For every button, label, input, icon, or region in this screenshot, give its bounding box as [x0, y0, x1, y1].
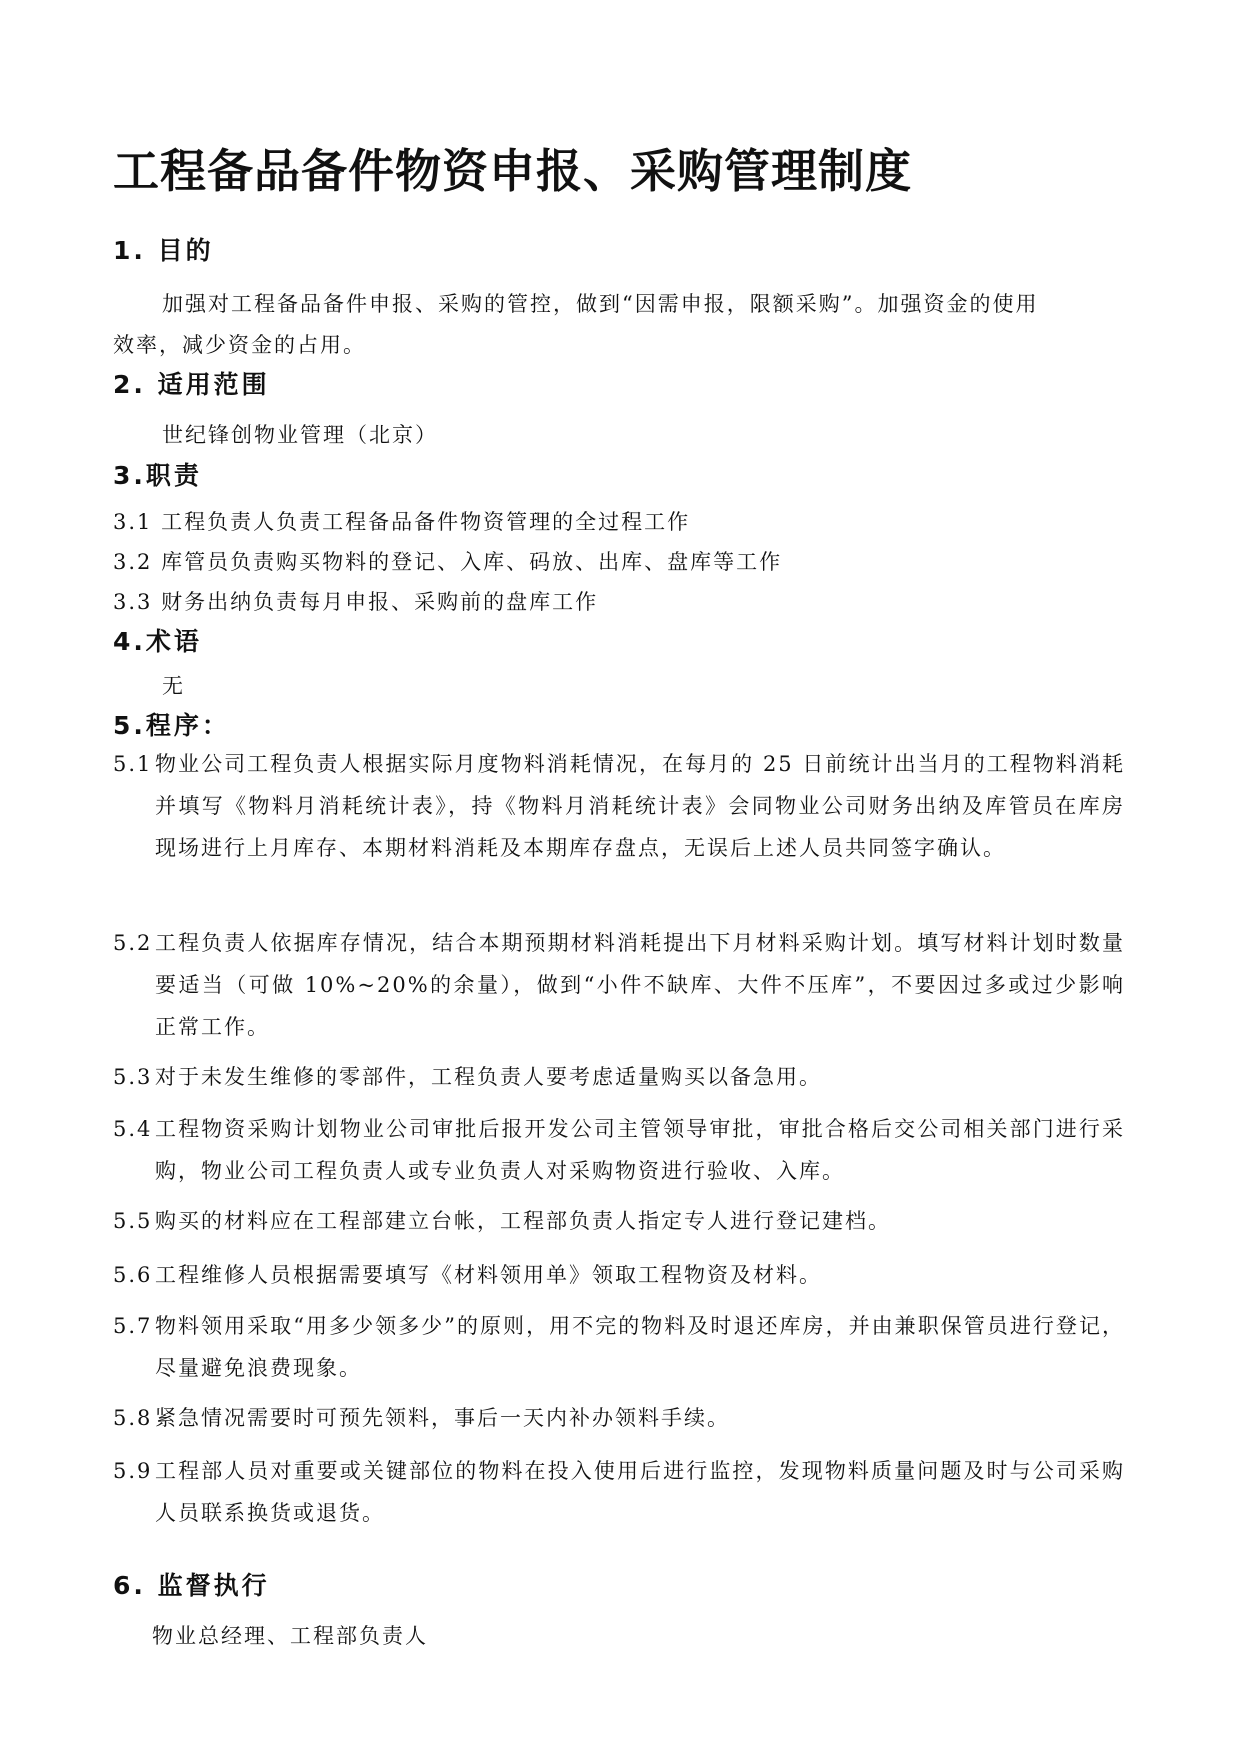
procedure-item — [113, 1397, 1133, 1439]
procedure-item-number: 5.5 — [113, 1209, 153, 1233]
procedure-item — [113, 743, 1133, 869]
section-4-paragraph: 无 — [162, 674, 185, 698]
procedure-item — [113, 1200, 1133, 1242]
procedure-item — [113, 1056, 1133, 1098]
procedure-item-number: 5.7 — [113, 1314, 153, 1338]
section-6-heading: 6. 监督执行 — [113, 1571, 270, 1600]
procedure-item-number: 5.2 — [113, 931, 153, 955]
procedure-item-number: 5.6 — [113, 1263, 153, 1287]
procedure-item-text: 物料领用采取“用多少领多少”的原则，用不完的物料及时退还库房，并由兼职保管员进行登记，尽量避免浪费现象。 — [155, 1314, 1125, 1380]
procedure-item — [113, 1108, 1133, 1192]
procedure-item — [113, 1305, 1133, 1389]
procedure-item-text: 工程部人员对重要或关键部位的物料在投入使用后进行监控，发现物料质量问题及时与公司采购人员联系换货或退货。 — [155, 1459, 1125, 1525]
procedure-item-text: 工程负责人依据库存情况，结合本期预期材料消耗提出下月材料采购计划。填写材料计划时数量要适当（可做 10%~20%的余量），做到“小件不缺库、大件不压库”，不要因过多或过少影响正常工作。 — [155, 931, 1125, 1039]
procedure-item-number: 5.4 — [113, 1117, 153, 1141]
procedure-item-text: 物业公司工程负责人根据实际月度物料消耗情况，在每月的 25 日前统计出当月的工程物料消耗并填写《物料月消耗统计表》，持《物料月消耗统计表》会同物业公司财务出纳及库管员在库房现场进行上月库存、本期材料消耗及本期库存盘点，无误后上述人员共同签字确认。 — [155, 752, 1125, 860]
section-1-paragraph-line-1: 加强对工程备品备件申报、采购的管控，做到“因需申报，限额采购”。加强资金的使用 — [162, 292, 1039, 316]
section-2-paragraph: 世纪锋创物业管理（北京） — [162, 423, 438, 447]
document-title: 工程备品备件物资申报、采购管理制度 — [113, 144, 912, 198]
procedure-item-text: 紧急情况需要时可预先领料，事后一天内补办领料手续。 — [155, 1406, 730, 1430]
section-3-item: 3.1 工程负责人负责工程备品备件物资管理的全过程工作 — [113, 510, 691, 534]
procedure-item-text: 工程维修人员根据需要填写《材料领用单》领取工程物资及材料。 — [155, 1263, 822, 1287]
procedure-item-number: 5.1 — [113, 752, 153, 776]
section-3-item: 3.2 库管员负责购买物料的登记、入库、码放、出库、盘库等工作 — [113, 550, 783, 574]
procedure-item-number: 5.8 — [113, 1406, 153, 1430]
procedure-item-text: 工程物资采购计划物业公司审批后报开发公司主管领导审批，审批合格后交公司相关部门进行采购，物业公司工程负责人或专业负责人对采购物资进行验收、入库。 — [155, 1117, 1125, 1183]
section-4-heading: 4.术语 — [113, 627, 202, 656]
section-3-heading: 3.职责 — [113, 461, 202, 490]
section-5-heading: 5.程序： — [113, 711, 230, 740]
procedure-item-text: 购买的材料应在工程部建立台帐，工程部负责人指定专人进行登记建档。 — [155, 1209, 891, 1233]
procedure-item-text: 对于未发生维修的零部件，工程负责人要考虑适量购买以备急用。 — [155, 1065, 822, 1089]
section-1-heading: 1. 目的 — [113, 236, 214, 265]
procedure-item — [113, 1254, 1133, 1296]
section-2-heading: 2. 适用范围 — [113, 370, 270, 399]
procedure-item — [113, 922, 1133, 1048]
section-3-item: 3.3 财务出纳负责每月申报、采购前的盘库工作 — [113, 590, 599, 614]
section-6-paragraph: 物业总经理、工程部负责人 — [152, 1624, 428, 1648]
section-1-paragraph-line-2: 效率，减少资金的占用。 — [113, 333, 366, 357]
procedure-item — [113, 1450, 1133, 1534]
procedure-item-number: 5.3 — [113, 1065, 153, 1089]
procedure-item-number: 5.9 — [113, 1459, 153, 1483]
